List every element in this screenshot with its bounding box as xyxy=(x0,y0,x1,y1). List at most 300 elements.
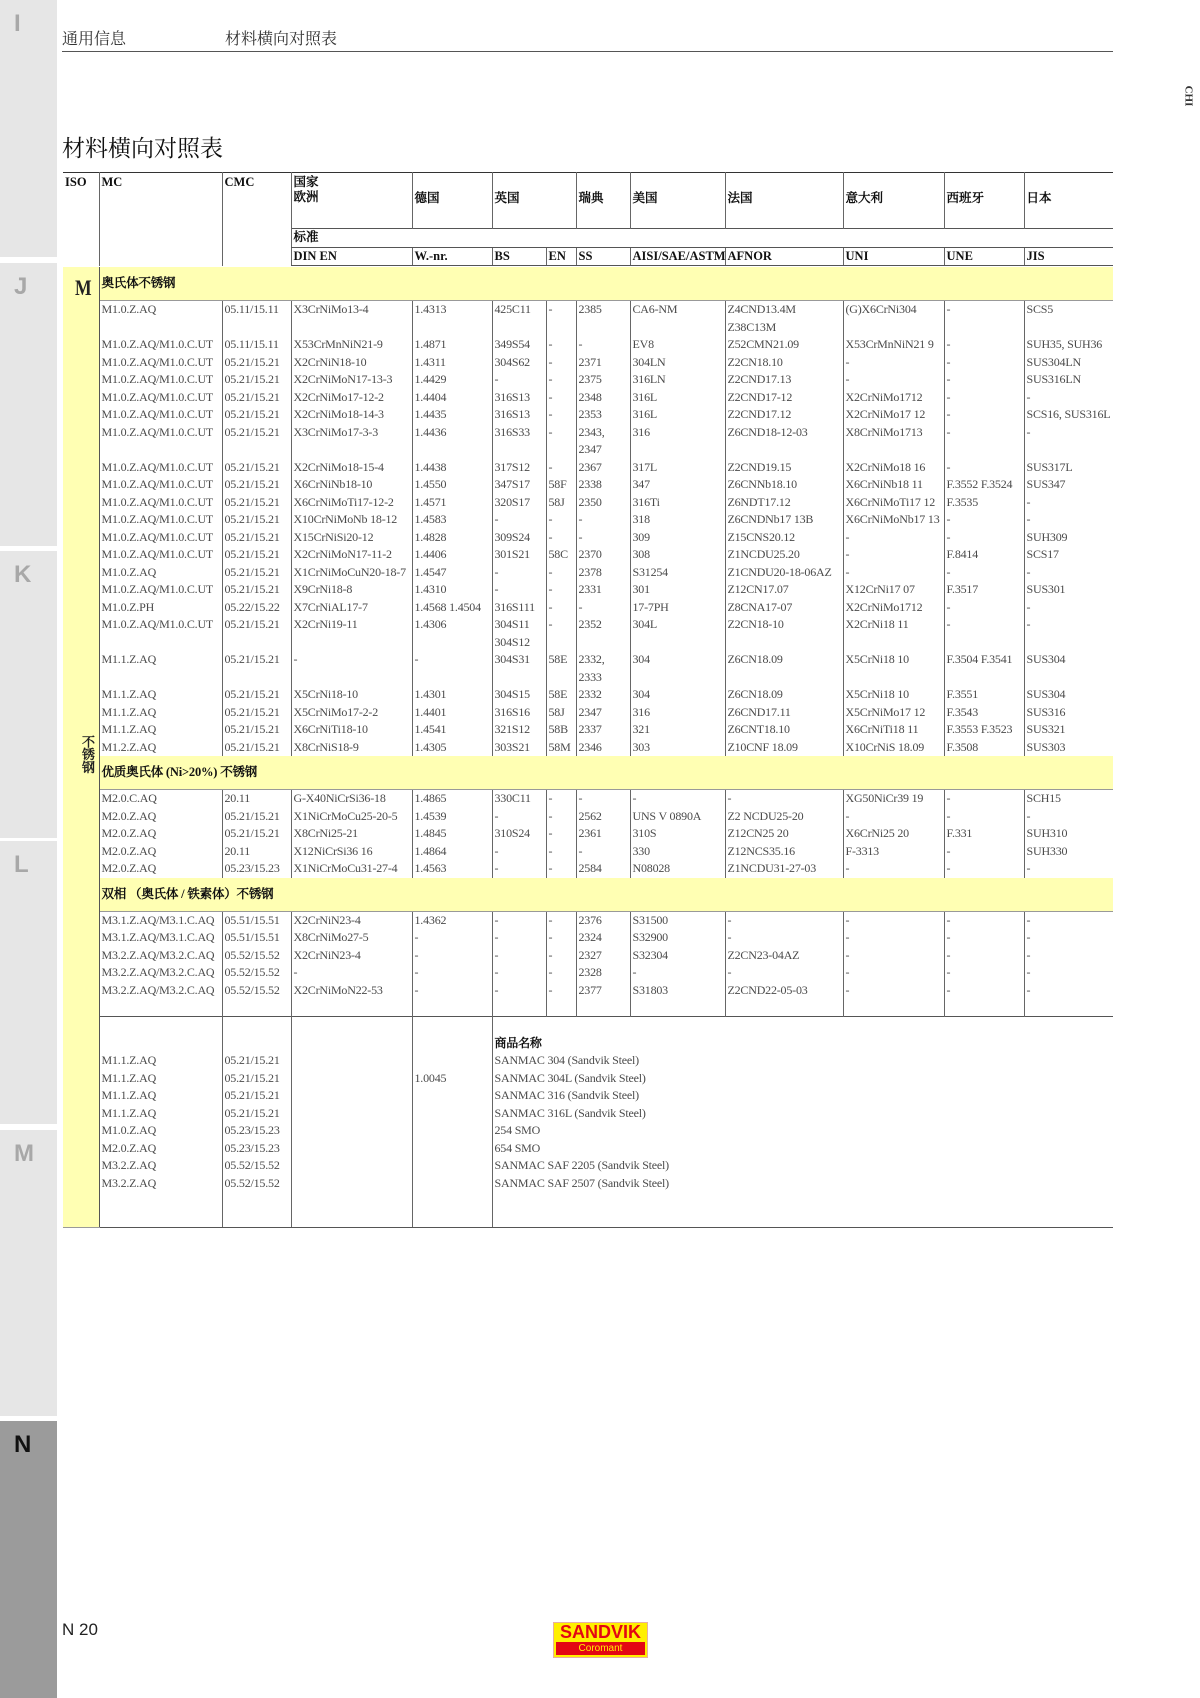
cell-en: - xyxy=(546,371,576,389)
cell-aisi: 316L xyxy=(630,406,725,424)
cell-aisi: S31803 xyxy=(630,982,725,1000)
standard-label: 标准 xyxy=(291,229,1113,248)
cell-din-en: X1NiCrMoCu25-20-5 xyxy=(291,808,412,826)
cell-din-en: X2CrNiN18-10 xyxy=(291,354,412,372)
cell-jis: SUH310 xyxy=(1024,825,1113,843)
cell-cmc: 05.21/15.21 xyxy=(222,651,291,686)
cell-uni: X2CrNi18 11 xyxy=(843,616,944,651)
cell-mc: M1.1.Z.AQ xyxy=(99,704,222,722)
trade-names-title: 商品名称 xyxy=(492,1035,1113,1053)
cell-mc: M3.1.Z.AQ/M3.1.C.AQ xyxy=(99,911,222,929)
cell-mc: M1.2.Z.AQ xyxy=(99,739,222,757)
cell-afnor: Z6CND17.11 xyxy=(725,704,843,722)
table-row xyxy=(63,911,1113,929)
tab-label: M xyxy=(14,1140,34,1167)
cell-cmc: 05.51/15.51 xyxy=(222,911,291,929)
cell-w-nr: - xyxy=(412,947,492,965)
cell-en: - xyxy=(546,599,576,617)
cell-afnor: Z6CNT18.10 xyxy=(725,721,843,739)
cell-w-nr: 1.4583 xyxy=(412,511,492,529)
cell-afnor: Z2CND17-12 xyxy=(725,389,843,407)
col-uk: 英国 xyxy=(492,173,576,229)
cell-mc: M1.0.Z.AQ/M1.0.C.UT xyxy=(99,371,222,389)
cell-uni: (G)X6CrNi304 xyxy=(843,301,944,337)
country-label: 国家 xyxy=(293,175,319,189)
cell-cmc: 05.21/15.21 xyxy=(222,616,291,651)
tab-m[interactable] xyxy=(0,1130,57,1416)
cell-din-en: X2CrNiMoN17-11-2 xyxy=(291,546,412,564)
cell-uni: X6CrNiMoTi17 12 xyxy=(843,494,944,512)
cell-bs: 316S111 xyxy=(492,599,546,617)
cell-en: - xyxy=(546,336,576,354)
cell-une: - xyxy=(944,459,1024,477)
cell-cmc: 05.52/15.52 xyxy=(222,1157,291,1175)
cell-afnor: Z6NDT17.12 xyxy=(725,494,843,512)
cell-une: F.3552 F.3524 xyxy=(944,476,1024,494)
cell-mc: M1.0.Z.AQ/M1.0.C.UT xyxy=(99,389,222,407)
cell-une: - xyxy=(944,564,1024,582)
table-row xyxy=(63,721,1113,739)
cell-aisi: 347 xyxy=(630,476,725,494)
cell-cmc: 05.11/15.11 xyxy=(222,301,291,337)
cell-en: - xyxy=(546,301,576,337)
cell-bs: - xyxy=(492,982,546,1000)
cell-w-nr: 1.4864 xyxy=(412,843,492,861)
cell-aisi: 321 xyxy=(630,721,725,739)
cell-bs: 303S21 xyxy=(492,739,546,757)
cell-cmc: 05.23/15.23 xyxy=(222,860,291,878)
cell-ss: 2328 xyxy=(576,964,630,982)
cell-en: 58J xyxy=(546,494,576,512)
cell-une: - xyxy=(944,424,1024,459)
cell-bs: 301S21 xyxy=(492,546,546,564)
cell-ss: 2350 xyxy=(576,494,630,512)
cell-w-nr: 1.4563 xyxy=(412,860,492,878)
table-row xyxy=(63,354,1113,372)
empty-cell xyxy=(492,1192,1113,1210)
cell-aisi: S31500 xyxy=(630,911,725,929)
cell-uni: X6CrNi25 20 xyxy=(843,825,944,843)
cell-jis: - xyxy=(1024,911,1113,929)
cell-une: - xyxy=(944,860,1024,878)
cell-w-nr xyxy=(412,1140,492,1158)
cell-aisi: 303 xyxy=(630,739,725,757)
cell-une: F.3504 F.3541 xyxy=(944,651,1024,686)
cell-bs: 304S62 xyxy=(492,354,546,372)
cell-bs: 317S12 xyxy=(492,459,546,477)
cell-cmc: 05.21/15.21 xyxy=(222,739,291,757)
cell-en: - xyxy=(546,911,576,929)
table-row xyxy=(63,616,1113,651)
cell-ss: 2337 xyxy=(576,721,630,739)
cell-cmc: 05.21/15.21 xyxy=(222,389,291,407)
cell-w-nr: 1.4404 xyxy=(412,389,492,407)
cell-jis: - xyxy=(1024,808,1113,826)
cell-une: - xyxy=(944,843,1024,861)
cell-w-nr xyxy=(412,1087,492,1105)
cell-aisi: 304 xyxy=(630,651,725,686)
section-header xyxy=(63,878,1113,912)
cell-jis: SUS304LN xyxy=(1024,354,1113,372)
cell-une: F.3551 xyxy=(944,686,1024,704)
section-title: 优质奥氏体 (Ni>20%) 不锈钢 xyxy=(99,756,1113,790)
cell-cmc: 05.23/15.23 xyxy=(222,1140,291,1158)
cell-bs: - xyxy=(492,511,546,529)
cell-mc: M1.0.Z.AQ/M1.0.C.UT xyxy=(99,581,222,599)
cell-din-en xyxy=(291,1175,412,1193)
cell-cmc: 05.21/15.21 xyxy=(222,686,291,704)
cell-w-nr xyxy=(412,1105,492,1123)
cell-din-en: X6CrNiNb18-10 xyxy=(291,476,412,494)
cell-ss: 2331 xyxy=(576,581,630,599)
cell-uni: - xyxy=(843,371,944,389)
cell-afnor: Z8CNA17-07 xyxy=(725,599,843,617)
table-row xyxy=(63,371,1113,389)
cell-ss: - xyxy=(576,790,630,808)
trade-row xyxy=(63,1210,1113,1228)
cell-ss: 2375 xyxy=(576,371,630,389)
cell-afnor: Z2CND17.13 xyxy=(725,371,843,389)
cell-w-nr: 1.4310 xyxy=(412,581,492,599)
cell-w-nr: 1.4306 xyxy=(412,616,492,651)
std-uni: UNI xyxy=(843,248,944,266)
cell-bs: - xyxy=(492,964,546,982)
empty-cell xyxy=(99,1017,222,1035)
cell-une: - xyxy=(944,511,1024,529)
cell-din-en: - xyxy=(291,964,412,982)
cell-ss: 2562 xyxy=(576,808,630,826)
cell-uni: X6CrNiMoNb17 13 xyxy=(843,511,944,529)
cell-cmc: 05.21/15.21 xyxy=(222,371,291,389)
cell-uni: X2CrNiMo17 12 xyxy=(843,406,944,424)
tab-j[interactable] xyxy=(0,263,57,546)
cell-jis: SUH309 xyxy=(1024,529,1113,547)
cell-ss: 2348 xyxy=(576,389,630,407)
cell-trade-name: 654 SMO xyxy=(492,1140,1113,1158)
cell-ss: 2332, 2333 xyxy=(576,651,630,686)
cell-din-en xyxy=(291,1140,412,1158)
cell-w-nr: 1.4436 xyxy=(412,424,492,459)
cell-cmc: 05.23/15.23 xyxy=(222,1122,291,1140)
cell-bs: - xyxy=(492,929,546,947)
std-jis: JIS xyxy=(1024,248,1113,266)
cell-mc: M1.1.Z.AQ xyxy=(99,1052,222,1070)
cell-en: 58E xyxy=(546,686,576,704)
table-row xyxy=(63,301,1113,337)
empty-cell xyxy=(576,999,630,1017)
empty-cell xyxy=(291,1035,412,1053)
cell-din-en: X6CrNiMoTi17-12-2 xyxy=(291,494,412,512)
table-row xyxy=(63,389,1113,407)
tab-k[interactable] xyxy=(0,551,57,838)
cell-mc: M1.1.Z.AQ xyxy=(99,651,222,686)
cell-mc: M2.0.Z.AQ xyxy=(99,843,222,861)
cell-aisi: S32304 xyxy=(630,947,725,965)
cell-mc: M3.2.Z.AQ xyxy=(99,1175,222,1193)
header-section: 通用信息 xyxy=(62,31,127,48)
cell-aisi: 304 xyxy=(630,686,725,704)
cell-din-en: X2CrNiMoN17-13-3 xyxy=(291,371,412,389)
cell-w-nr: 1.4547 xyxy=(412,564,492,582)
empty-cell xyxy=(492,1210,1113,1228)
cell-bs: 304S31 xyxy=(492,651,546,686)
cell-bs: 316S16 xyxy=(492,704,546,722)
empty-cell xyxy=(222,1210,291,1228)
cell-afnor: Z15CNS20.12 xyxy=(725,529,843,547)
cell-uni: X5CrNi18 10 xyxy=(843,651,944,686)
std-bs: BS xyxy=(492,248,546,266)
empty-cell xyxy=(492,999,546,1017)
cell-trade-name: SANMAC 304L (Sandvik Steel) xyxy=(492,1070,1113,1088)
table-row xyxy=(63,704,1113,722)
cell-jis: - xyxy=(1024,929,1113,947)
cell-afnor: Z2CN23-04AZ xyxy=(725,947,843,965)
tab-n-active[interactable] xyxy=(0,1421,57,1698)
cell-ss: 2327 xyxy=(576,947,630,965)
cell-bs: 316S13 xyxy=(492,406,546,424)
empty-cell xyxy=(630,999,725,1017)
cell-w-nr xyxy=(412,1122,492,1140)
table-row xyxy=(63,564,1113,582)
table-row xyxy=(63,947,1113,965)
cell-uni: XG50NiCr39 19 xyxy=(843,790,944,808)
spacer-row xyxy=(63,999,1113,1017)
cell-din-en: X15CrNiSi20-12 xyxy=(291,529,412,547)
material-table xyxy=(63,267,1113,1228)
cell-mc: M1.0.Z.AQ/M1.0.C.UT xyxy=(99,616,222,651)
empty-cell xyxy=(291,1192,412,1210)
table-row xyxy=(63,511,1113,529)
col-usa: 美国 xyxy=(630,173,725,229)
cell-din-en: X2CrNiMo18-14-3 xyxy=(291,406,412,424)
cell-une: - xyxy=(944,336,1024,354)
cell-en: - xyxy=(546,825,576,843)
tab-i[interactable] xyxy=(0,0,57,257)
cell-ss: - xyxy=(576,599,630,617)
std-aisi: AISI/SAE/ASTM xyxy=(630,248,725,266)
tab-label: I xyxy=(14,10,21,37)
cell-uni: X5CrNiMo17 12 xyxy=(843,704,944,722)
cell-mc: M3.1.Z.AQ/M3.1.C.AQ xyxy=(99,929,222,947)
cell-uni: X53CrMnNiN21 9 xyxy=(843,336,944,354)
cell-afnor: Z52CMN21.09 xyxy=(725,336,843,354)
empty-cell xyxy=(725,999,843,1017)
table-row xyxy=(63,406,1113,424)
cell-aisi: 310S xyxy=(630,825,725,843)
section-header xyxy=(63,267,1113,301)
table-row xyxy=(63,790,1113,808)
tab-label: K xyxy=(14,561,32,588)
cell-bs: 310S24 xyxy=(492,825,546,843)
cell-w-nr: 1.4429 xyxy=(412,371,492,389)
empty-cell xyxy=(222,1035,291,1053)
tab-l[interactable] xyxy=(0,841,57,1124)
cell-din-en: X2CrNi19-11 xyxy=(291,616,412,651)
cell-mc: M1.0.Z.AQ/M1.0.C.UT xyxy=(99,406,222,424)
cell-bs: 304S11 304S12 xyxy=(492,616,546,651)
empty-cell xyxy=(412,1192,492,1210)
cell-jis: SUS303 xyxy=(1024,739,1113,757)
cell-une: - xyxy=(944,790,1024,808)
cell-bs: - xyxy=(492,860,546,878)
trade-row xyxy=(63,1105,1113,1123)
cell-jis: - xyxy=(1024,982,1113,1000)
cell-mc: M1.0.Z.AQ/M1.0.C.UT xyxy=(99,546,222,564)
cell-mc: M1.1.Z.AQ xyxy=(99,1087,222,1105)
cell-w-nr: 1.4435 xyxy=(412,406,492,424)
empty-cell xyxy=(843,999,944,1017)
cell-afnor: Z12CN25 20 xyxy=(725,825,843,843)
cell-uni: - xyxy=(843,529,944,547)
cell-uni: X2CrNiMo1712 xyxy=(843,389,944,407)
cell-mc: M1.1.Z.AQ xyxy=(99,1070,222,1088)
cell-une: - xyxy=(944,371,1024,389)
cell-din-en xyxy=(291,1070,412,1088)
cell-aisi: S31254 xyxy=(630,564,725,582)
cell-jis: - xyxy=(1024,964,1113,982)
cell-bs: 349S54 xyxy=(492,336,546,354)
cell-aisi: 304L xyxy=(630,616,725,651)
cell-cmc: 05.52/15.52 xyxy=(222,1175,291,1193)
cell-bs: - xyxy=(492,808,546,826)
table-row xyxy=(63,494,1113,512)
table-row xyxy=(63,424,1113,459)
cell-mc: M1.0.Z.AQ/M1.0.C.UT xyxy=(99,354,222,372)
cell-w-nr: - xyxy=(412,982,492,1000)
cell-jis: - xyxy=(1024,860,1113,878)
cell-afnor: Z2CND19.15 xyxy=(725,459,843,477)
cell-jis: SCS17 xyxy=(1024,546,1113,564)
cell-afnor: Z1NCDU31-27-03 xyxy=(725,860,843,878)
cell-aisi: 316 xyxy=(630,704,725,722)
cell-cmc: 05.11/15.11 xyxy=(222,336,291,354)
cell-en: - xyxy=(546,424,576,459)
cell-w-nr: 1.4828 xyxy=(412,529,492,547)
cell-cmc: 05.21/15.21 xyxy=(222,459,291,477)
cell-ss: 2338 xyxy=(576,476,630,494)
cell-jis: - xyxy=(1024,389,1113,407)
cell-w-nr: 1.4571 xyxy=(412,494,492,512)
col-mc: MC xyxy=(99,173,222,266)
cell-din-en: X2CrNiMo18-15-4 xyxy=(291,459,412,477)
cell-bs: 316S33 xyxy=(492,424,546,459)
cell-aisi: 330 xyxy=(630,843,725,861)
trade-row xyxy=(63,1175,1113,1193)
empty-cell xyxy=(412,1210,492,1228)
cell-afnor: Z6CNNb18.10 xyxy=(725,476,843,494)
cell-mc: M1.1.Z.AQ xyxy=(99,686,222,704)
cell-une: - xyxy=(944,929,1024,947)
trade-row xyxy=(63,1157,1113,1175)
cell-ss: 2352 xyxy=(576,616,630,651)
cell-ss: 2378 xyxy=(576,564,630,582)
cell-mc: M2.0.Z.AQ xyxy=(99,1140,222,1158)
cell-ss: 2346 xyxy=(576,739,630,757)
cell-une: - xyxy=(944,599,1024,617)
cell-mc: M1.0.Z.AQ/M1.0.C.UT xyxy=(99,476,222,494)
cell-din-en: X8CrNi25-21 xyxy=(291,825,412,843)
cell-bs: 316S13 xyxy=(492,389,546,407)
cell-cmc: 20.11 xyxy=(222,843,291,861)
col-iso: ISO xyxy=(65,175,87,189)
europe-label: 欧洲 xyxy=(293,190,319,204)
cell-afnor: Z6CND18-12-03 xyxy=(725,424,843,459)
cell-uni: X2CrNiMo1712 xyxy=(843,599,944,617)
cell-mc: M2.0.Z.AQ xyxy=(99,825,222,843)
cell-jis: - xyxy=(1024,511,1113,529)
cell-trade-name: SANMAC SAF 2507 (Sandvik Steel) xyxy=(492,1175,1113,1193)
cell-aisi: 316L xyxy=(630,389,725,407)
cell-afnor: - xyxy=(725,911,843,929)
std-afnor: AFNOR xyxy=(725,248,843,266)
cell-cmc: 05.52/15.52 xyxy=(222,982,291,1000)
col-spain: 西班牙 xyxy=(944,173,1024,229)
cell-ss: - xyxy=(576,511,630,529)
cell-uni: - xyxy=(843,860,944,878)
cell-w-nr: - xyxy=(412,964,492,982)
cell-uni: - xyxy=(843,564,944,582)
cell-din-en xyxy=(291,1157,412,1175)
cell-cmc: 05.21/15.21 xyxy=(222,721,291,739)
cell-din-en: X9CrNi18-8 xyxy=(291,581,412,599)
empty-cell xyxy=(291,999,412,1017)
cell-mc: M1.0.Z.AQ xyxy=(99,1122,222,1140)
cell-afnor: Z12CN17.07 xyxy=(725,581,843,599)
cell-en: - xyxy=(546,843,576,861)
cell-aisi: N08028 xyxy=(630,860,725,878)
cell-afnor: Z6CN18.09 xyxy=(725,686,843,704)
cell-aisi: 301 xyxy=(630,581,725,599)
cell-mc: M1.0.Z.AQ/M1.0.C.UT xyxy=(99,459,222,477)
cell-aisi: - xyxy=(630,790,725,808)
cell-w-nr: 1.4401 xyxy=(412,704,492,722)
cell-une: F.3543 xyxy=(944,704,1024,722)
cell-trade-name: SANMAC SAF 2205 (Sandvik Steel) xyxy=(492,1157,1113,1175)
empty-cell xyxy=(222,1017,291,1035)
trade-row xyxy=(63,1192,1113,1210)
cell-aisi: 318 xyxy=(630,511,725,529)
cell-w-nr: 1.4541 xyxy=(412,721,492,739)
trade-row xyxy=(63,1052,1113,1070)
cell-ss: - xyxy=(576,336,630,354)
cell-une: - xyxy=(944,301,1024,337)
cell-en: - xyxy=(546,860,576,878)
cell-w-nr: 1.0045 xyxy=(412,1070,492,1088)
cell-ss: 2385 xyxy=(576,301,630,337)
iso-category: 不锈钢 xyxy=(80,735,95,774)
cell-uni: - xyxy=(843,964,944,982)
cell-w-nr: 1.4568 1.4504 xyxy=(412,599,492,617)
cell-jis: SUS316 xyxy=(1024,704,1113,722)
table-row xyxy=(63,459,1113,477)
cell-trade-name: SANMAC 316L (Sandvik Steel) xyxy=(492,1105,1113,1123)
cell-une: - xyxy=(944,616,1024,651)
table-row xyxy=(63,476,1113,494)
cell-en: - xyxy=(546,354,576,372)
cell-w-nr: 1.4362 xyxy=(412,911,492,929)
cell-afnor: Z1CNDU20-18-06AZ xyxy=(725,564,843,582)
table-row xyxy=(63,686,1113,704)
cell-bs: 330C11 xyxy=(492,790,546,808)
cell-ss: 2377 xyxy=(576,982,630,1000)
cell-afnor: Z4CND13.4M Z38C13M xyxy=(725,301,843,337)
empty-cell xyxy=(222,1192,291,1210)
cell-une: F.8414 xyxy=(944,546,1024,564)
cell-w-nr: 1.4871 xyxy=(412,336,492,354)
cell-cmc: 05.21/15.21 xyxy=(222,529,291,547)
cell-din-en xyxy=(291,1052,412,1070)
logo-sub: Coromant xyxy=(556,1642,645,1655)
